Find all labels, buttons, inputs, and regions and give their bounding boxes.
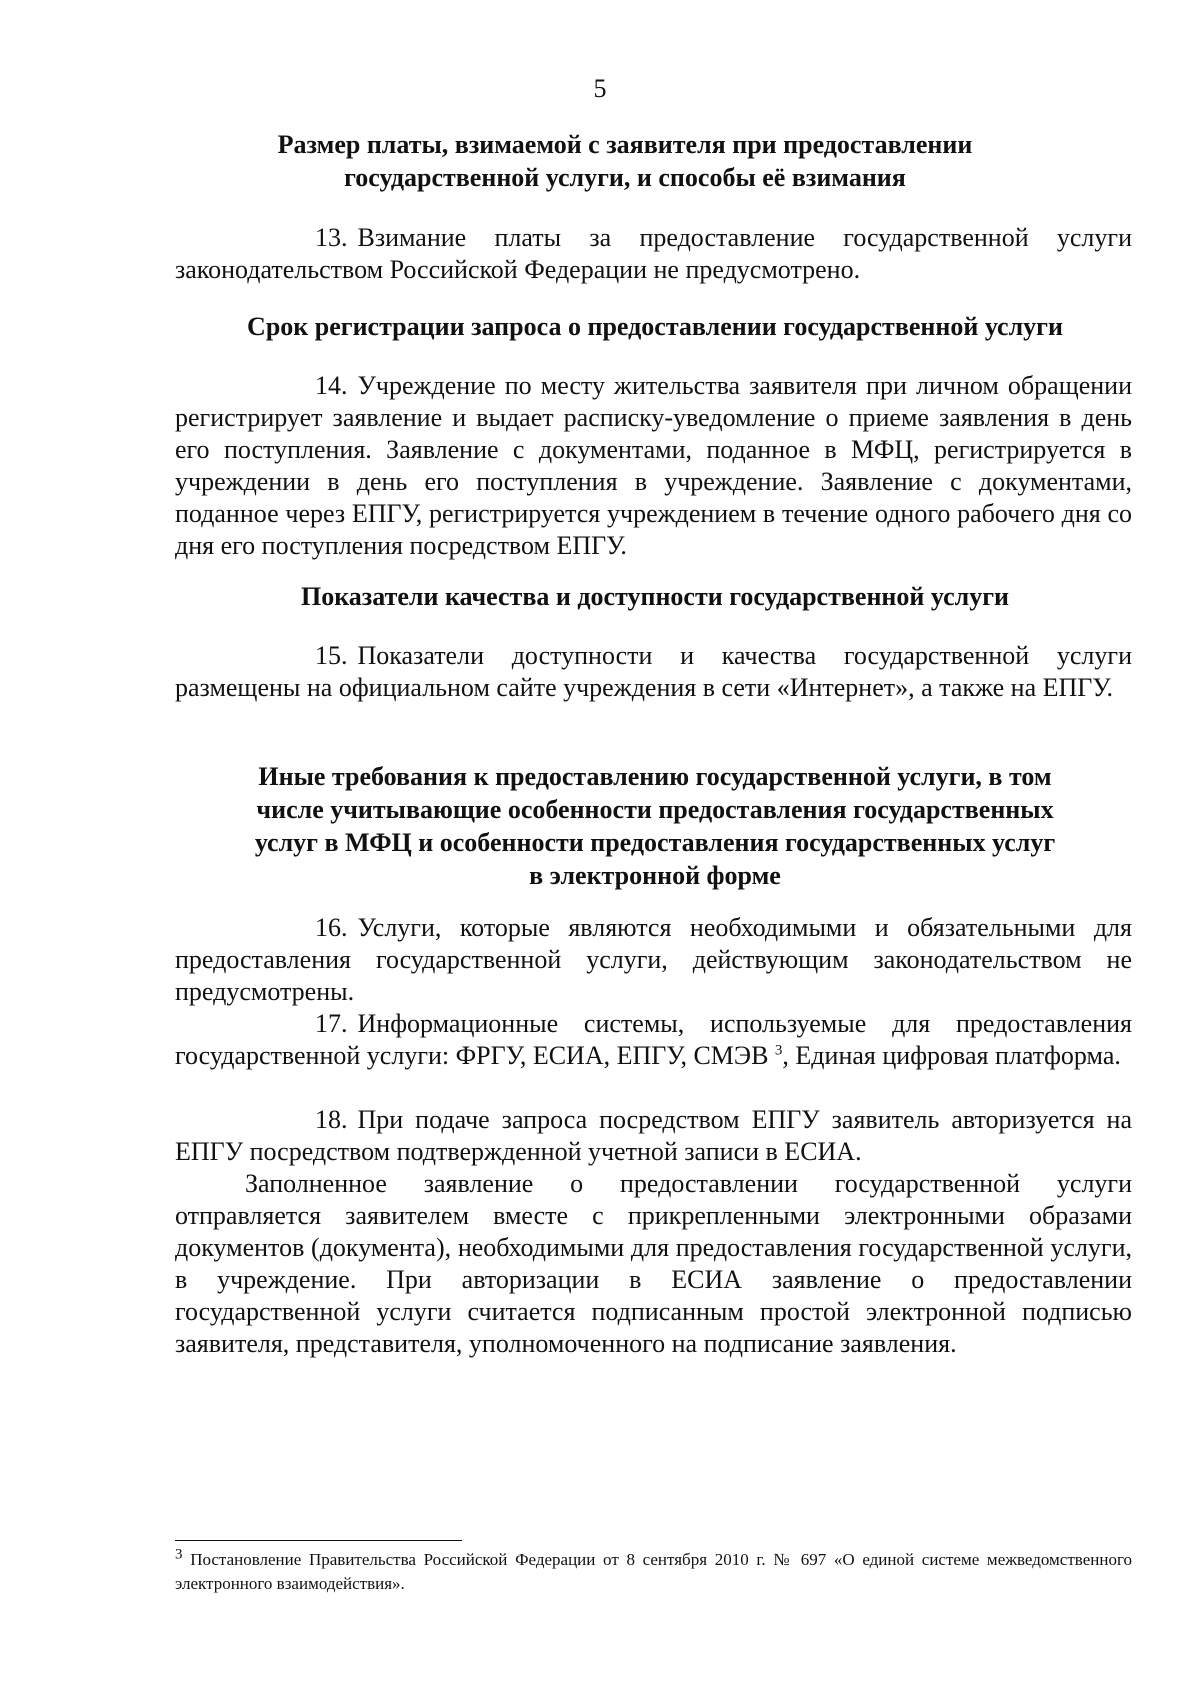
paragraph-18-continued [175, 1168, 1132, 1360]
paragraph-text: Информационные системы, используемые для предоставления государственной услуги: ФРГУ, ЕСИА, ЕПГУ, СМЭВ [175, 1009, 1132, 1070]
footnote-reference[interactable]: 3 [774, 1042, 783, 1059]
paragraph-18 [175, 1104, 1132, 1168]
paragraph-15 [175, 640, 1132, 704]
heading-line: Иные требования к предоставлению государственной услуги, в том [258, 762, 1052, 791]
paragraph-number: 15. [315, 641, 348, 670]
section-heading: Размер платы, взимаемой с заявителя при предоставлении государственной услуги, и способы её взимания [277, 130, 973, 192]
paragraph-text: Показатели доступности и качества государственной услуги размещены на официальном сайте учреждения в сети «Интернет», а также на ЕПГУ. [175, 641, 1132, 702]
page-number: 5 [593, 74, 607, 103]
section-heading [175, 760, 1135, 892]
footnote-mark: 3 [175, 1546, 183, 1563]
footnote-text: Постановление Правительства Российской Федерации от 8 сентября 2010 г. № 697 «О единой системе межведомственного электронного взаимодействия». [175, 1550, 1133, 1593]
paragraph-17 [175, 1008, 1132, 1072]
heading-line: услуг в МФЦ и особенности предоставления государственных услуг [254, 828, 1056, 857]
paragraph-number: 14. [315, 371, 348, 400]
paragraph-number: 18. [315, 1105, 348, 1134]
heading-line: в электронной форме [529, 861, 781, 890]
paragraph-text: , Единая цифровая платформа. [782, 1041, 1121, 1070]
paragraph-13 [175, 222, 1132, 286]
paragraph-text: Учреждение по месту жительства заявителя при личном обращении регистрирует заявление и выдает расписку-уведомление о приеме заявления в день его поступления. Заявление с документами, поданное в МФЦ, регистрируется в учреждении в день его поступления в учреждение. Заявление с документами, поданное через ЕПГУ, регистрируется учреждением в течение одного рабочего дня со дня его поступления посредством ЕПГУ. [175, 371, 1132, 560]
paragraph-text: Заполненное заявление о предоставлении государственной услуги отправляется заявителем вместе с прикрепленными электронными образами документов (документа), необходимыми для предоставления государственной услуги, в учреждение. При авторизации в ЕСИА заявление о предоставлении государственной услуги считается подписанным простой электронной подписью заявителя, представителя, уполномоченного на подписание заявления. [175, 1169, 1132, 1358]
section-heading: Срок регистрации запроса о предоставлении государственной услуги [247, 312, 1063, 341]
paragraph-16 [175, 912, 1132, 1008]
paragraph-text: При подаче запроса посредством ЕПГУ заявитель авторизуется на ЕПГУ посредством подтвержденной учетной записи в ЕСИА. [175, 1105, 1132, 1166]
footnote [175, 1548, 1132, 1596]
paragraph-text: Услуги, которые являются необходимыми и обязательными для предоставления государственной услуги, действующим законодательством не предусмотрены. [175, 913, 1132, 1006]
paragraph-number: 13. [315, 223, 348, 252]
paragraph-text: Взимание платы за предоставление государственной услуги законодательством Российской Федерации не предусмотрено. [175, 223, 1132, 284]
heading-line: числе учитывающие особенности предоставления государственных [256, 795, 1054, 824]
footnote-divider [175, 1540, 462, 1541]
paragraph-number: 16. [315, 913, 348, 942]
paragraph-14 [175, 370, 1132, 562]
section-heading: Показатели качества и доступности государственной услуги [300, 582, 1010, 611]
paragraph-number: 17. [315, 1009, 348, 1038]
